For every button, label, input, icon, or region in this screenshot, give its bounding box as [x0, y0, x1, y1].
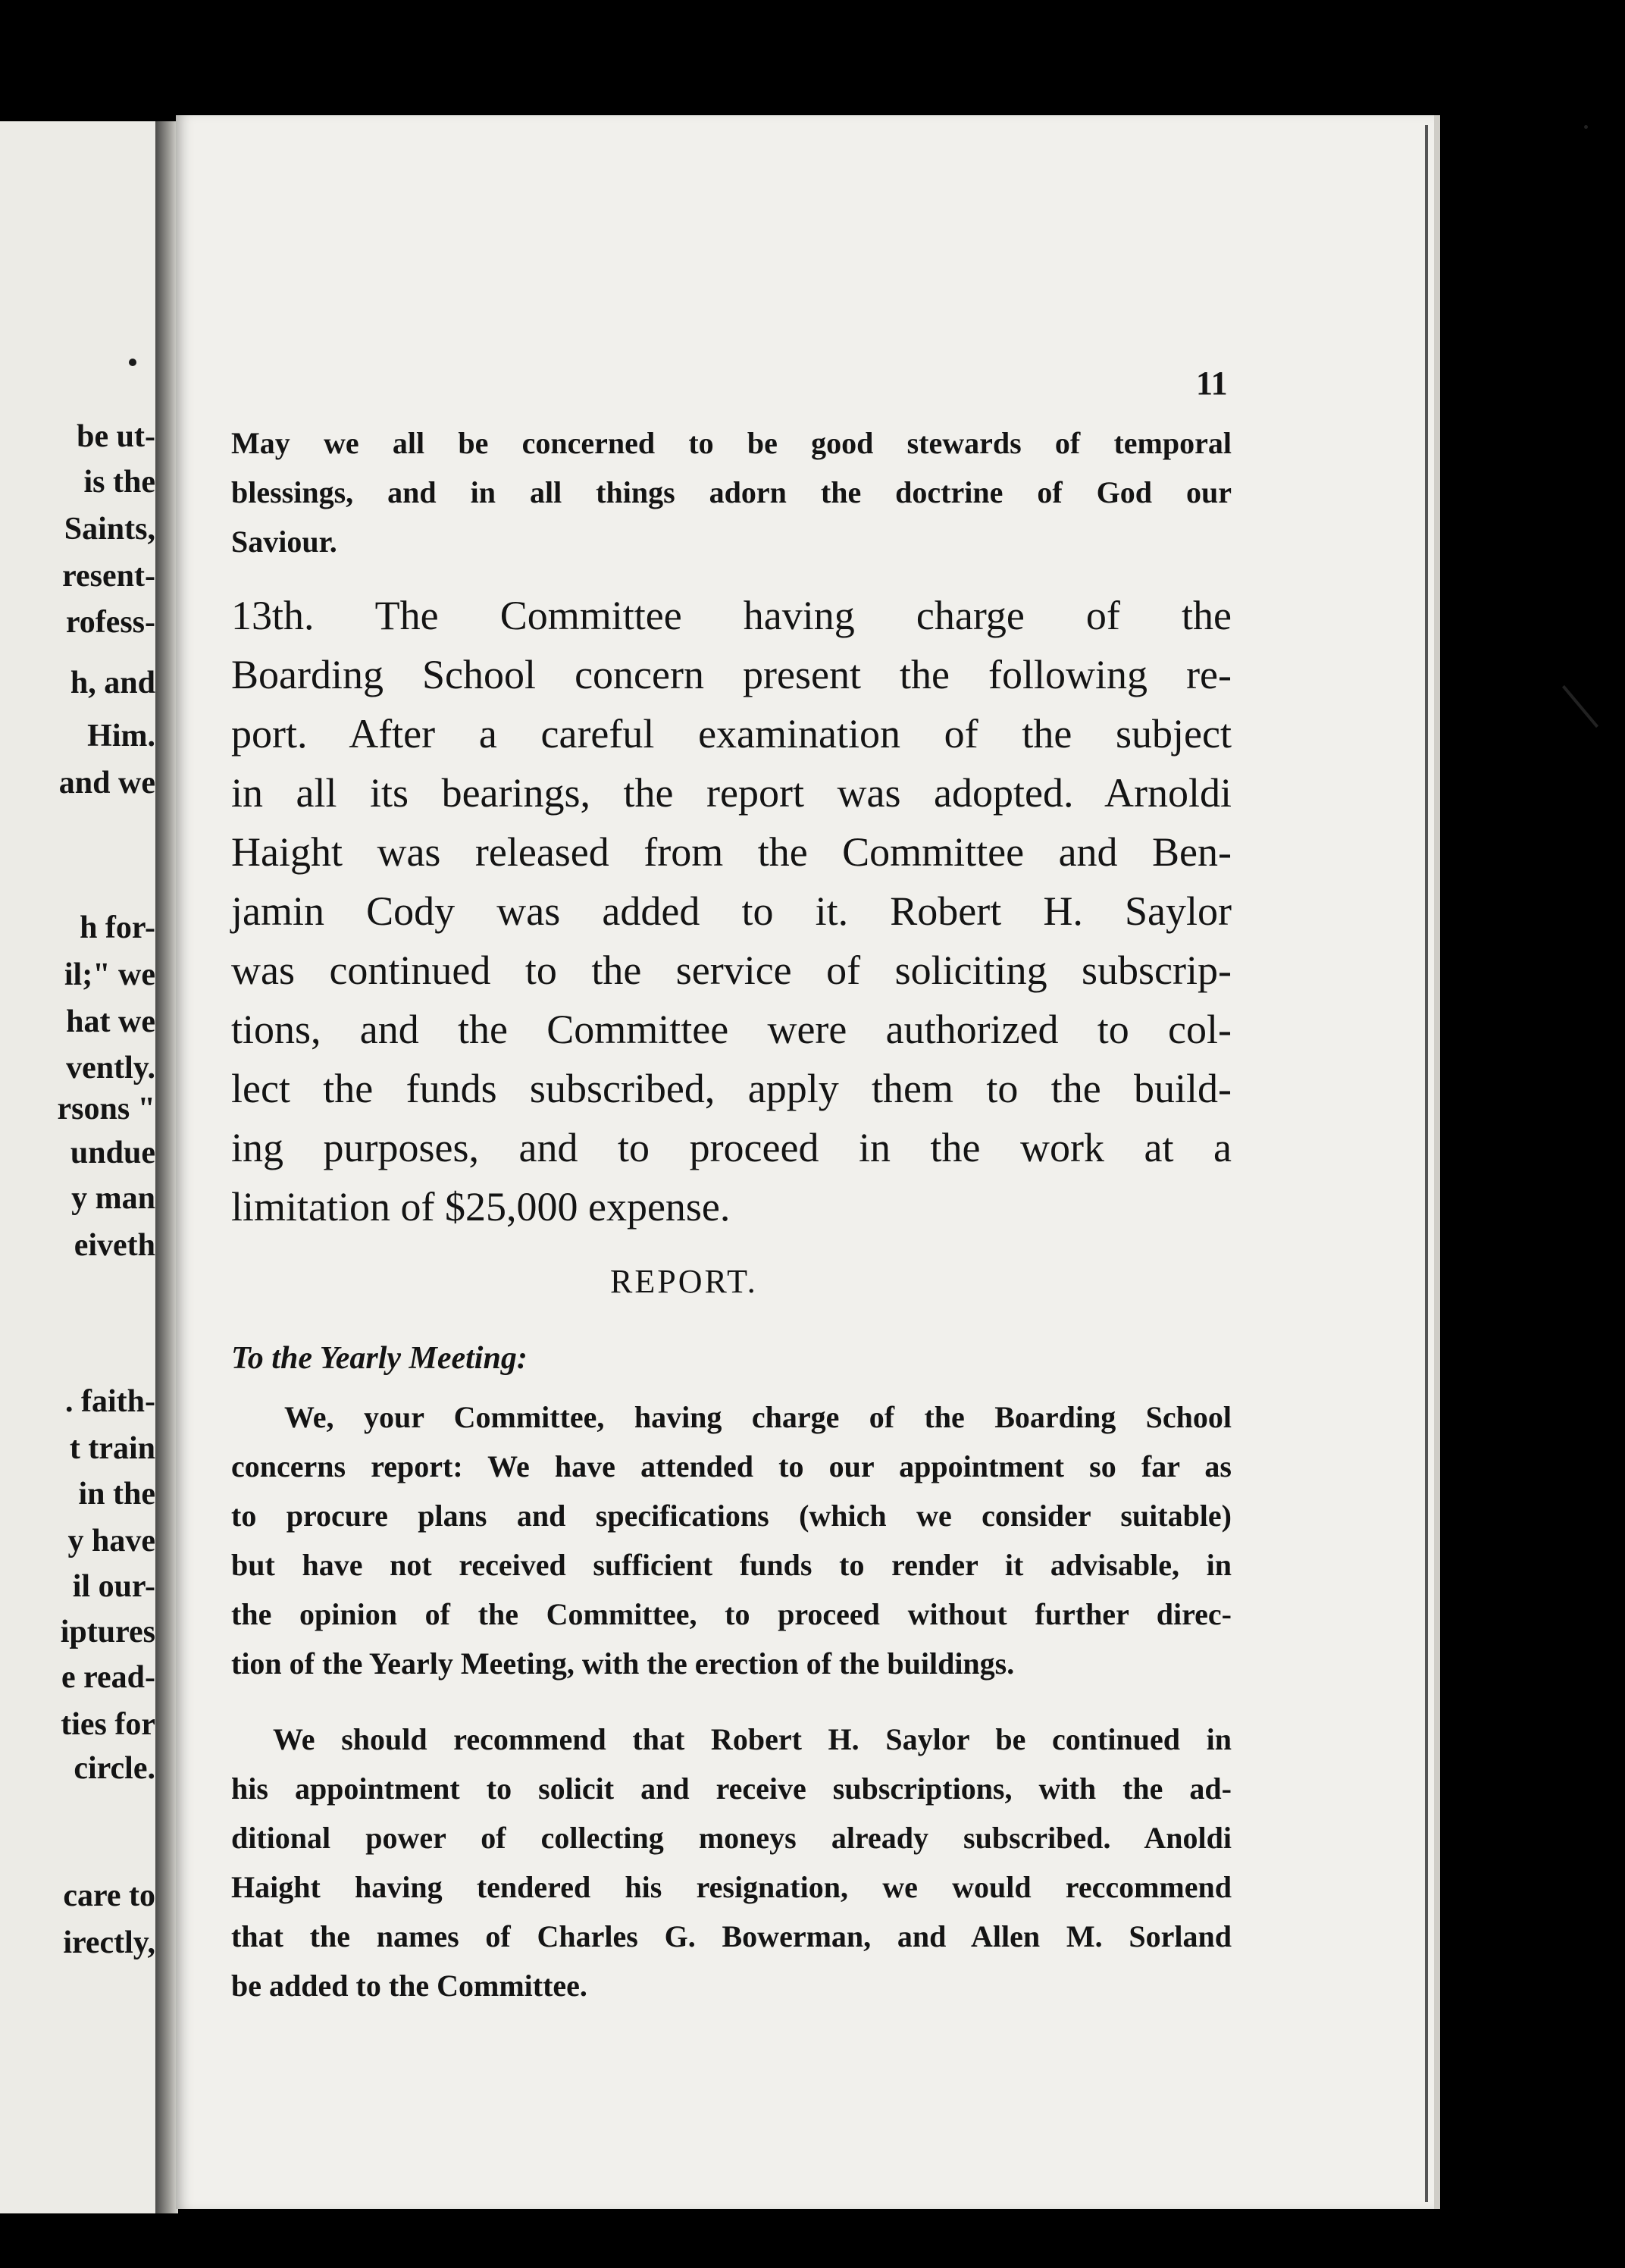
left-line-fragment: circle. [74, 1751, 155, 1786]
left-line-fragment: . faith- [65, 1384, 155, 1419]
minute-line: was continued to the service of soliciting subscrip- [231, 948, 1232, 993]
left-line-fragment: il our- [72, 1569, 155, 1604]
left-line-fragment: irectly, [63, 1925, 155, 1960]
minute-line: jamin Cody was added to it. Robert H. Saylor [231, 888, 1232, 934]
left-line-fragment: il;" we [64, 957, 155, 992]
report-paragraph-line: Haight having tendered his resignation, we would reccommend [231, 1870, 1232, 1904]
scan-artifact [1584, 125, 1588, 129]
minute-line: port. After a careful examination of the subject [231, 711, 1232, 757]
report-paragraph-line: but have not received sufficient funds to render it advisable, in [231, 1548, 1232, 1582]
minute-line: in all its bearings, the report was adopted. Arnoldi [231, 770, 1232, 816]
left-line-fragment: Saints, [64, 512, 155, 547]
scan-artifact [1562, 685, 1598, 728]
left-line-fragment: and we [58, 766, 155, 800]
left-facing-page [0, 121, 155, 2213]
minute-line: Haight was released from the Committee and Ben- [231, 829, 1232, 875]
report-salutation: To the Yearly Meeting: [231, 1341, 528, 1376]
intro-line: May we all be concerned to be good stewards of temporal [231, 426, 1232, 460]
minute-line: tions, and the Committee were authorized to col- [231, 1007, 1232, 1052]
left-line-fragment: resent- [62, 559, 155, 594]
left-line-fragment: h, and [70, 666, 155, 700]
left-line-fragment: t train [69, 1431, 155, 1466]
left-line-fragment: y man [71, 1181, 155, 1216]
intro-line: Saviour. [231, 525, 337, 559]
page-edge [1425, 125, 1428, 2202]
left-line-fragment: be ut- [77, 419, 155, 454]
left-line-fragment: hat we [66, 1004, 155, 1039]
intro-line: blessings, and in all things adorn the doctrine of God our [231, 475, 1232, 509]
minute-line: ing purposes, and to proceed in the work at a [231, 1125, 1232, 1170]
report-paragraph-line: We should recommend that Robert H. Saylor be continued in [273, 1722, 1232, 1756]
left-line-fragment: iptures [60, 1615, 155, 1649]
report-paragraph-line: be added to the Committee. [231, 1969, 587, 2003]
left-line-fragment: rsons " [57, 1092, 155, 1126]
minute-line: Boarding School concern present the following re- [231, 652, 1232, 697]
report-paragraph-line: We, your Committee, having charge of the Boarding School [284, 1400, 1232, 1434]
report-paragraph-line: ditional power of collecting moneys already subscribed. Anoldi [231, 1821, 1232, 1855]
left-line-fragment: eiveth [74, 1228, 155, 1263]
ink-dot [129, 359, 136, 366]
report-paragraph-line: that the names of Charles G. Bowerman, and Allen M. Sorland [231, 1919, 1232, 1953]
left-line-fragment: is the [83, 465, 155, 500]
minute-line: limitation of $25,000 expense. [231, 1184, 731, 1230]
minute-line: lect the funds subscribed, apply them to the build- [231, 1066, 1232, 1111]
left-line-fragment: Him. [87, 719, 155, 753]
report-heading: REPORT. [610, 1263, 758, 1300]
report-paragraph-line: to procure plans and specifications (which we consider suitable) [231, 1499, 1232, 1533]
left-line-fragment: care to [63, 1878, 155, 1913]
left-line-fragment: y have [67, 1524, 155, 1558]
minute-line: 13th. The Committee having charge of the [231, 593, 1232, 638]
report-paragraph-line: his appointment to solicit and receive subscriptions, with the ad- [231, 1771, 1232, 1806]
left-line-fragment: undue [70, 1136, 155, 1170]
left-line-fragment: e read- [61, 1660, 155, 1695]
left-line-fragment: in the [78, 1477, 155, 1511]
report-paragraph-line: the opinion of the Committee, to proceed without further direc- [231, 1597, 1232, 1631]
book-gutter-shadow [155, 121, 178, 2213]
left-line-fragment: ties for [61, 1707, 155, 1742]
left-line-fragment: vently. [66, 1051, 155, 1085]
report-paragraph-line: tion of the Yearly Meeting, with the erection of the buildings. [231, 1646, 1015, 1681]
report-paragraph-line: concerns report: We have attended to our appointment so far as [231, 1449, 1232, 1483]
left-line-fragment: rofess- [65, 605, 155, 640]
left-line-fragment: h for- [80, 910, 155, 945]
page-number: 11 [1196, 365, 1228, 402]
